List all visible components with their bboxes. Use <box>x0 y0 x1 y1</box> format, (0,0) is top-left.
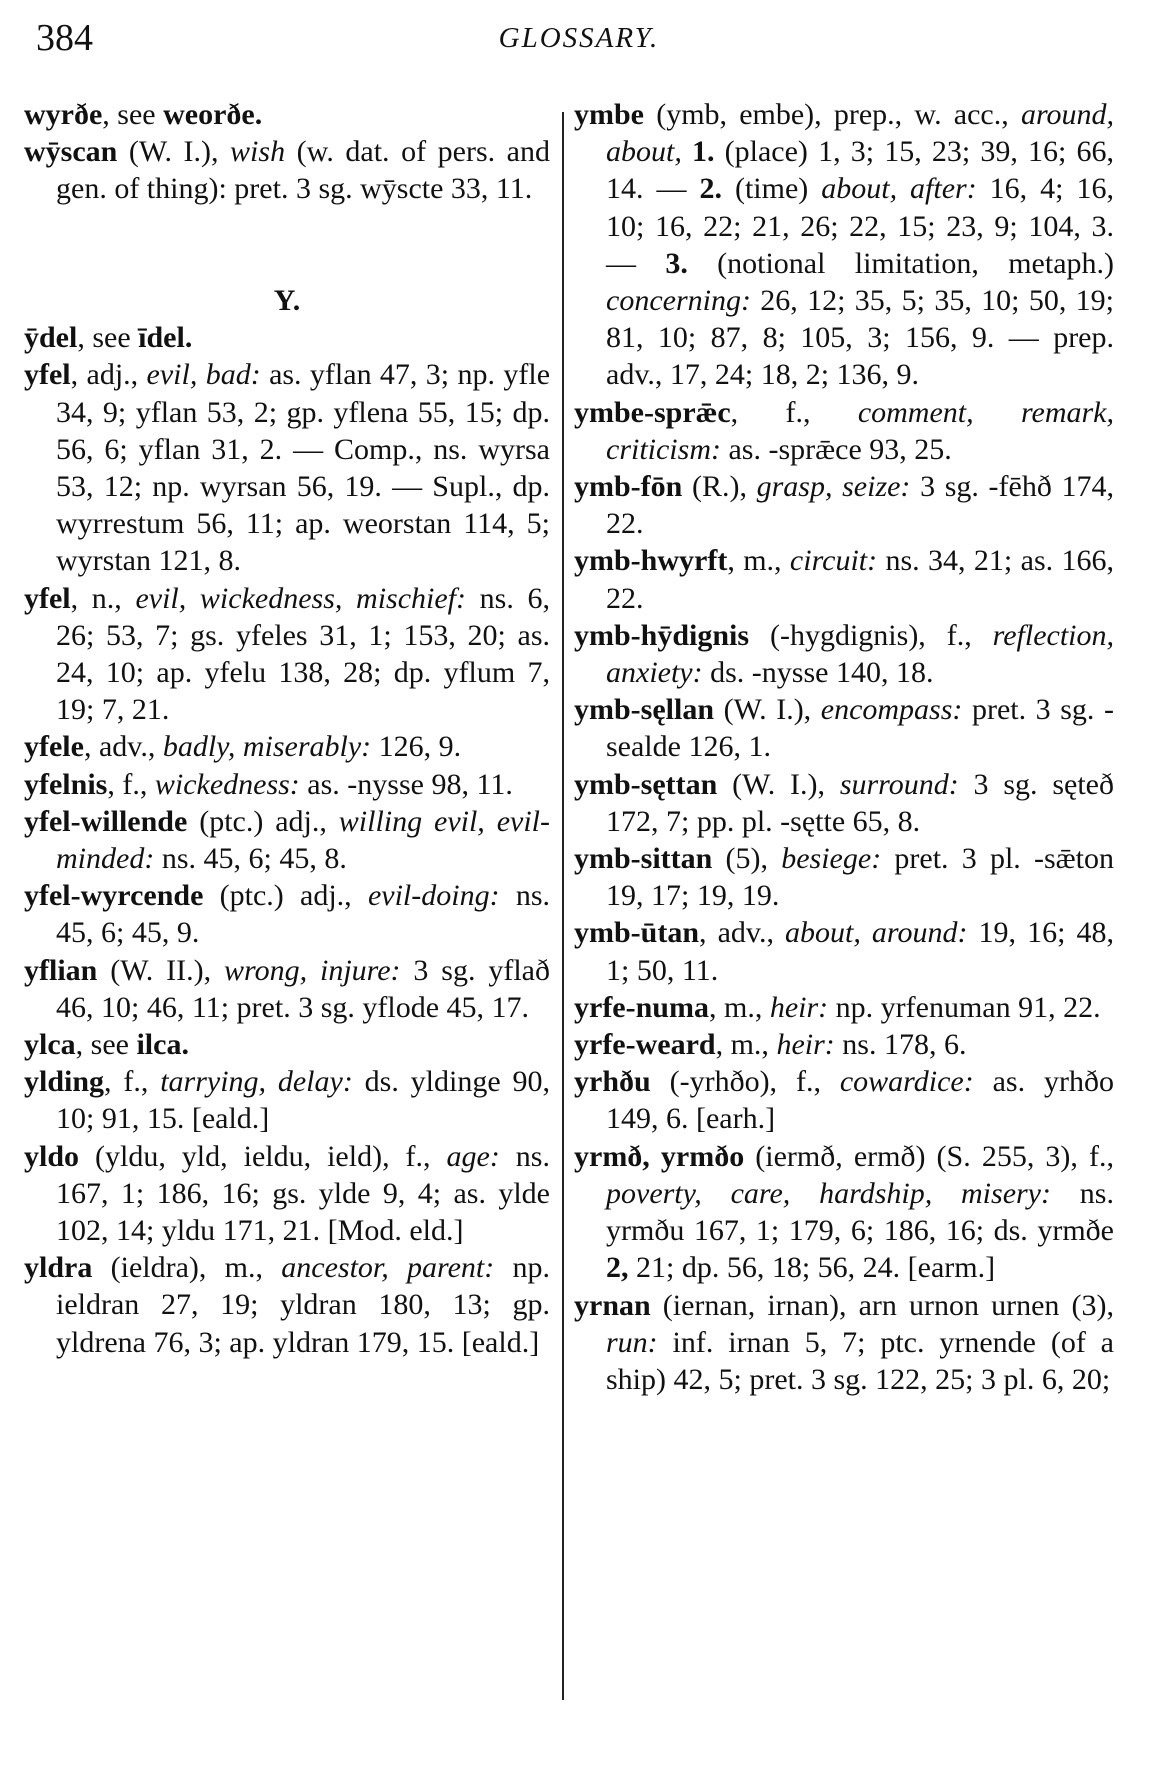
entry-text: ds. yldinge 90, 10; 91, 15. [eald.] <box>56 1065 550 1136</box>
entry-text: as. yrhðo 149, 6. [earh.] <box>606 1065 1114 1136</box>
glossary-entry <box>574 989 1114 1026</box>
definition: badly, miserably: <box>162 730 372 764</box>
entry-text: (W. I.), <box>117 135 231 169</box>
entry-text: as. yflan 47, 3; np. yfle 34, 9; yflan 53, 2; gp. yflena 55, 15; dp. 56, 6; yflan 31, 2. — Comp., ns. wyrsa 53, 12; np. wyrsan 56, 19. — Supl., dp. wyrrestum 56, 11; ap. weorstan 114, 5; wyrstan 121, 8. <box>56 358 551 578</box>
definition: about, after: <box>821 172 977 206</box>
entry-text: ns. 6, 26; 53, 7; gs. yfeles 31, 1; 153, 20; as. 24, 10; ap. yfelu 138, 28; dp. yflum 7, 19; 7, 21. <box>56 581 550 727</box>
entry-text: , m., <box>715 1028 777 1062</box>
glossary-entry <box>574 542 1114 616</box>
entry-text: (ieldra), m., <box>92 1251 282 1285</box>
entry-text: ns. 45, 6; 45, 9. <box>56 879 550 950</box>
definition: about, around: <box>785 916 968 950</box>
definition: wish <box>230 135 286 169</box>
definition: besiege: <box>781 842 882 876</box>
entry-text: , see <box>77 321 139 355</box>
headword: wȳscan <box>24 135 118 169</box>
glossary-entry <box>574 840 1114 914</box>
cross-reference: 1. <box>692 135 715 169</box>
entry-text: (w. dat. of pers. and gen. of thing): pret. 3 sg. wȳscte 33, 11. <box>56 135 550 206</box>
entry-text: 3 sg. sęteð 172, 7; pp. pl. -sętte 65, 8. <box>606 767 1114 838</box>
entry-text: as. -nysse 98, 11. <box>299 767 513 801</box>
glossary-entry <box>24 96 550 133</box>
cross-reference: ilca. <box>136 1028 189 1062</box>
entry-text: (5), <box>712 842 782 876</box>
headword: ymb-sęllan <box>574 693 715 727</box>
entry-text: (yldu, yld, ieldu, ield), f., <box>79 1139 447 1173</box>
headword: yldo <box>24 1139 80 1173</box>
headword: yrnan <box>574 1288 651 1322</box>
glossary-entry <box>574 617 1114 691</box>
entry-text <box>682 135 692 168</box>
column-divider <box>562 112 564 1700</box>
entry-text: pret. 3 sg. -sealde 126, 1. <box>606 693 1114 764</box>
entry-text: (W. I.), <box>714 693 821 727</box>
definition: wickedness: <box>154 767 300 801</box>
entry-text: 16, 4; 16, 10; 16, 22; 21, 26; 22, 15; 23, 9; 104, 3. — <box>606 172 1114 280</box>
entry-text: (iermð, ermð) (S. 255, 3), f., <box>744 1139 1114 1173</box>
headword: ymb-fōn <box>574 470 683 504</box>
glossary-entry <box>24 1026 550 1063</box>
headword: ylca <box>24 1028 76 1062</box>
definition: around, about, <box>606 98 1114 169</box>
headword: yfel <box>24 581 71 615</box>
glossary-entry <box>24 877 550 951</box>
entry-text: , n., <box>70 581 136 615</box>
page-number: 384 <box>36 17 93 59</box>
entry-text: ds. -nysse 140, 18. <box>702 656 934 690</box>
headword: yrfe-numa <box>574 990 709 1024</box>
glossary-entry <box>574 1063 1114 1137</box>
entry-text: pret. 3 pl. -sǣton 19, 17; 19, 19. <box>606 842 1114 913</box>
entry-text: (place) 1, 3; 15, 23; 39, 16; 66, 14. — <box>606 135 1114 206</box>
entry-text: (ptc.) adj., <box>203 879 368 913</box>
definition: surround: <box>839 767 959 801</box>
entry-text: , adj., <box>70 358 147 392</box>
headword: ymbe-sprǣc <box>574 395 731 429</box>
entry-text: 21; dp. 56, 18; 56, 24. [earm.] <box>628 1251 996 1285</box>
glossary-entry <box>574 691 1114 765</box>
glossary-entry <box>574 1287 1114 1399</box>
headword: yfele <box>24 730 84 764</box>
definition: willing evil, evil-minded: <box>56 804 550 876</box>
definition: grasp, seize: <box>756 470 911 504</box>
entry-text: 3 sg. yflað 46, 10; 46, 11; pret. 3 sg. yflode 45, 17. <box>56 953 550 1024</box>
entry-text: , adv., <box>699 916 786 950</box>
headword: yldra <box>24 1251 93 1285</box>
definition: wrong, injure: <box>224 953 401 987</box>
glossary-entry <box>24 766 550 803</box>
entry-text: (W. I.), <box>717 767 840 801</box>
cross-reference: īdel. <box>138 321 193 355</box>
definition: tarrying, delay: <box>160 1065 353 1099</box>
glossary-entry <box>24 952 550 1026</box>
running-title: GLOSSARY. <box>498 22 660 54</box>
cross-reference: weorðe. <box>163 98 263 131</box>
entry-text: np. ieldran 27, 19; yldran 180, 13; gp. yldrena 76, 3; ap. yldran 179, 15. [eald.] <box>56 1251 551 1359</box>
definition: heir: <box>769 990 829 1024</box>
entry-text: , see <box>102 98 164 131</box>
headword: yfelnis <box>24 767 108 801</box>
cross-reference: 2, <box>606 1251 629 1285</box>
definition: reflection, anxiety: <box>606 618 1114 690</box>
headword: wyrðe <box>24 98 103 131</box>
glossary-entry <box>24 1138 550 1250</box>
entry-text: 26, 12; 35, 5; 35, 10; 50, 19; 81, 10; 87, 8; 105, 3; 156, 9. — prep. adv., 17, 24; 18, 2; 136, 9. <box>606 284 1114 392</box>
left-column <box>24 96 550 1361</box>
definition: cowardice: <box>839 1065 974 1099</box>
entry-text: (-hygdignis), f., <box>749 618 993 652</box>
headword: yrhðu <box>574 1065 651 1099</box>
glossary-entry <box>24 1063 550 1137</box>
glossary-entry <box>574 468 1114 542</box>
glossary-entry <box>574 914 1114 988</box>
headword: yfel <box>24 358 71 392</box>
headword: ylding <box>24 1065 105 1099</box>
entry-text: as. -sprǣce 93, 25. <box>720 432 952 466</box>
definition: evil-doing: <box>367 879 500 913</box>
definition: comment, remark, criticism: <box>606 395 1114 466</box>
entry-text: , m., <box>708 990 770 1024</box>
headword: ymb-ūtan <box>574 916 700 950</box>
entry-text: (R.), <box>682 470 757 504</box>
glossary-entry <box>574 1138 1114 1287</box>
glossary-entry <box>24 1249 550 1361</box>
entry-text: ns. 167, 1; 186, 16; gs. ylde 9, 4; as. ylde 102, 14; yldu 171, 21. [Mod. eld.] <box>56 1139 550 1248</box>
headword: ȳdel <box>24 321 78 355</box>
entry-text: ns. 34, 21; as. 166, 22. <box>606 544 1115 615</box>
headword: yflian <box>24 953 98 987</box>
section-letter: Y. <box>273 283 301 317</box>
entry-text: 19, 16; 48, 1; 50, 11. <box>606 916 1114 987</box>
cross-reference: 3. <box>665 246 688 280</box>
definition: poverty, care, hardship, misery: <box>606 1176 1051 1210</box>
entry-text: , f., <box>107 767 155 801</box>
entry-text: , m., <box>727 544 790 578</box>
definition: encompass: <box>820 693 963 727</box>
definition: evil, bad: <box>146 358 261 392</box>
entry-text: (ptc.) adj., <box>187 804 339 838</box>
glossary-entry <box>574 766 1114 840</box>
definition: run: <box>606 1325 658 1359</box>
entry-text: , f., <box>730 395 858 429</box>
entry-text: (notional limitation, metaph.) <box>687 246 1114 280</box>
glossary-entry <box>24 803 550 877</box>
glossary-entry <box>574 1026 1114 1063</box>
entry-text: ns. 178, 6. <box>834 1028 967 1062</box>
headword: ymb-sittan <box>574 842 713 876</box>
entry-text: ns. 45, 6; 45, 8. <box>154 842 347 876</box>
definition: concerning: <box>606 284 751 318</box>
headword: ymb-sęttan <box>574 767 718 801</box>
definition: ancestor, parent: <box>281 1251 495 1285</box>
entry-text: inf. irnan 5, 7; ptc. yrnende (of a ship) 42, 5; pret. 3 sg. 122, 25; 3 pl. 6, 20; <box>606 1325 1114 1396</box>
glossary-entry <box>24 356 550 579</box>
glossary-entry <box>574 96 1114 394</box>
definition: evil, wickedness, mischief: <box>135 581 466 615</box>
headword: ymb-hȳdignis <box>574 618 750 652</box>
glossary-entry <box>24 580 550 729</box>
cross-reference: 2. <box>699 172 722 206</box>
headword: ymbe <box>574 98 644 131</box>
entry-text: (iernan, irnan), arn urnon urnen (3), <box>650 1288 1114 1322</box>
headword: yrmð, yrmðo <box>574 1139 745 1173</box>
headword: yrfe-weard <box>574 1028 716 1062</box>
glossary-entry <box>574 394 1114 468</box>
entry-text: 126, 9. <box>371 730 462 764</box>
entry-text: (time) <box>721 172 822 206</box>
entry-text: (ymb, embe), prep., w. acc., <box>644 98 1021 131</box>
entry-text: ns. yrmðu 167, 1; 179, 6; 186, 16; ds. yrmðe <box>606 1176 1114 1248</box>
headword: yfel-wyrcende <box>24 879 204 913</box>
definition: heir: <box>776 1028 835 1062</box>
entry-text: , f., <box>104 1065 161 1099</box>
entry-text: , adv., <box>83 730 163 764</box>
glossary-entry <box>24 728 550 765</box>
entry-text: np. yrfenuman 91, 22. <box>828 990 1101 1024</box>
entry-text: 3 sg. -fēhð 174, 22. <box>606 470 1114 541</box>
headword: ymb-hwyrft <box>574 544 728 578</box>
entry-text: (W. II.), <box>97 953 225 987</box>
glossary-entry <box>24 133 550 207</box>
entry-text: (-yrhðo), f., <box>650 1065 840 1099</box>
entry-text: , see <box>75 1028 137 1062</box>
definition: circuit: <box>789 544 878 578</box>
definition: age: <box>446 1139 500 1173</box>
right-column <box>574 96 1114 1398</box>
headword: yfel-willende <box>24 804 188 838</box>
